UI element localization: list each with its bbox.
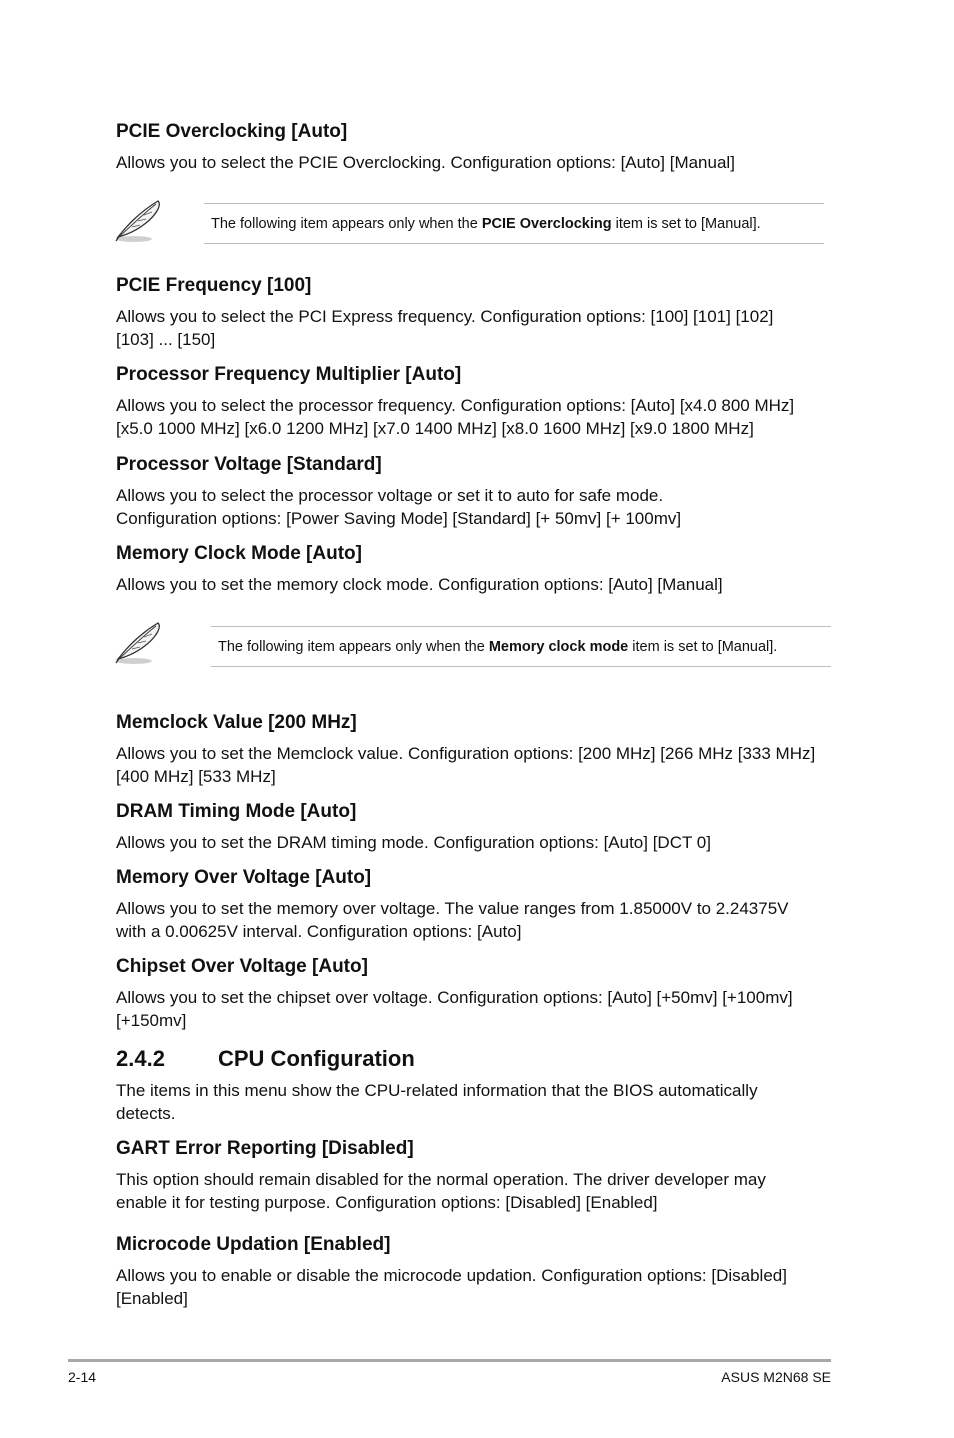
section-title-cpu-configuration: [116, 1046, 415, 1072]
section-memory-over-voltage: [116, 867, 836, 943]
section-memclock-value: [116, 712, 836, 788]
section-gart-error-reporting: [116, 1138, 836, 1214]
section-description: The items in this menu show the CPU-related information that the BIOS automatically detects.: [116, 1081, 758, 1123]
section-heading: Chipset Over Voltage [Auto]: [116, 956, 368, 977]
footer-divider: [68, 1359, 831, 1362]
section-pcie-frequency: [116, 275, 836, 351]
section-heading: PCIE Overclocking [Auto]: [116, 121, 348, 142]
section-heading: PCIE Frequency [100]: [116, 275, 312, 296]
section-description: Allows you to select the PCI Express frequency. Configuration options: [100] [101] [102] [103] ... [150]: [116, 307, 774, 349]
section-heading: Processor Voltage [Standard]: [116, 454, 382, 475]
section-description: Allows you to enable or disable the microcode updation. Configuration options: [Disabled] [Enabled]: [116, 1266, 787, 1308]
section-microcode-updation: [116, 1234, 836, 1310]
section-memory-clock-mode: [116, 543, 836, 596]
section-description: Allows you to set the Memclock value. Configuration options: [200 MHz] [266 MHz [333 MHz] [400 MHz] [533 MHz]: [116, 744, 816, 786]
section-title: CPU Configuration: [218, 1046, 415, 1071]
section-heading: DRAM Timing Mode [Auto]: [116, 801, 357, 822]
section-description: Allows you to set the DRAM timing mode. Configuration options: [Auto] [DCT 0]: [116, 833, 711, 852]
pen-icon: [112, 619, 166, 667]
section-heading: Memclock Value [200 MHz]: [116, 712, 357, 733]
section-description: This option should remain disabled for the normal operation. The driver developer may enable it for testing purpose. Configuration options: [Disabled] [Enabled]: [116, 1170, 766, 1212]
note-text-bold: Memory clock mode: [488, 638, 629, 655]
section-processor-voltage: [116, 454, 836, 530]
section-number: 2.4.2: [116, 1046, 165, 1071]
product-name: ASUS M2N68 SE: [721, 1369, 831, 1385]
section-heading: Memory Over Voltage [Auto]: [116, 867, 372, 888]
section-dram-timing-mode: [116, 801, 836, 854]
cpu-configuration-intro: [116, 1079, 836, 1125]
note-memory-clock-mode: [211, 626, 831, 667]
section-heading: Processor Frequency Multiplier [Auto]: [116, 364, 462, 385]
section-chipset-over-voltage: [116, 956, 836, 1032]
section-description: Allows you to select the PCIE Overclocking. Configuration options: [Auto] [Manual]: [116, 153, 735, 172]
section-description: Allows you to set the chipset over voltage. Configuration options: [Auto] [+50mv] [+100mv] [+150mv]: [116, 988, 793, 1030]
section-heading: Memory Clock Mode [Auto]: [116, 543, 362, 564]
section-description: Allows you to set the memory over voltage. The value ranges from 1.85000V to 2.24375V with a 0.00625V interval. Configuration options: [Auto]: [116, 899, 789, 941]
note-text-suffix: item is set to [Manual].: [628, 638, 778, 655]
section-heading: Microcode Updation [Enabled]: [116, 1234, 391, 1255]
note-text-prefix: The following item appears only when the: [211, 215, 482, 232]
section-description: Allows you to set the memory clock mode. Configuration options: [Auto] [Manual]: [116, 575, 723, 594]
section-processor-frequency-multiplier: [116, 364, 836, 440]
note-text-suffix: item is set to [Manual].: [611, 215, 761, 232]
note-text-prefix: The following item appears only when the: [218, 638, 489, 655]
section-description: Allows you to select the processor voltage or set it to auto for safe mode. Configuration options: [Power Saving Mode] [Standard] [+ 50mv] [+ 100mv]: [116, 486, 682, 528]
section-pcie-overclocking: [116, 121, 836, 174]
note-pcie-overclocking: [204, 203, 824, 244]
section-description: Allows you to select the processor frequency. Configuration options: [Auto] [x4.0 800 MHz] [x5.0 1000 MHz] [x6.0 1200 MHz] [x7.0 1400 MHz] [x8.0 1600 MHz] [x9.0 1800 MHz]: [116, 396, 795, 438]
note-text-bold: PCIE Overclocking: [481, 215, 612, 232]
pen-icon: [112, 197, 166, 245]
section-heading: GART Error Reporting [Disabled]: [116, 1138, 414, 1159]
page-number: 2-14: [68, 1369, 97, 1385]
